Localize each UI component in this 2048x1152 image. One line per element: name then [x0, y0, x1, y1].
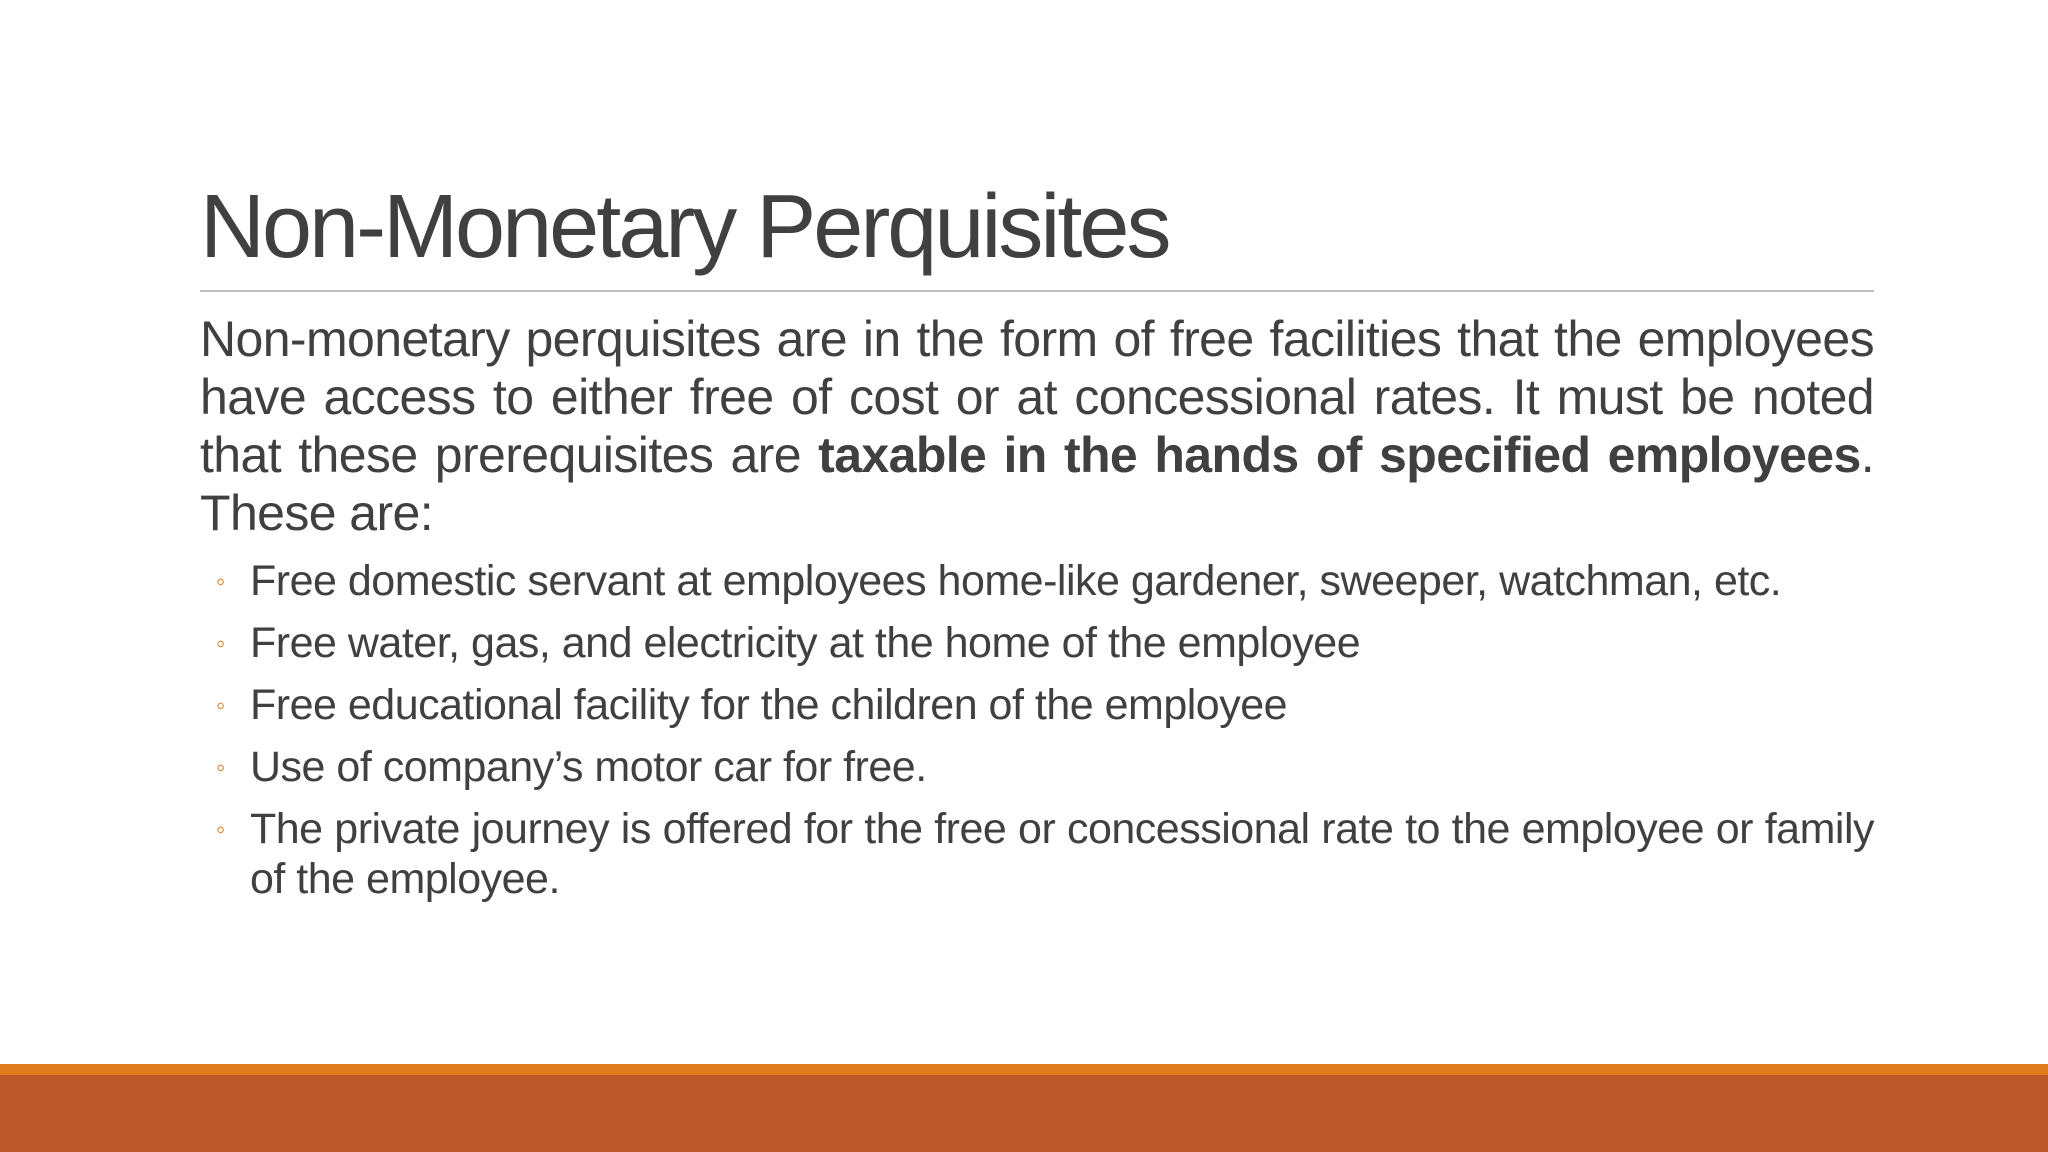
- list-item: [200, 742, 1874, 792]
- intro-lead: Non-monetary perquisites are in the form of free facilities that the employees have access to either free of cost or at concessional rates. It must be noted that these prerequisites are: [200, 311, 1874, 483]
- slide-title: Non-Monetary Perquisites: [200, 177, 1169, 277]
- footer-accent-stripe: [0, 1064, 2048, 1075]
- intro-emphasis: taxable in the hands of specified employees: [818, 427, 1861, 483]
- bullet-text: Free educational facility for the children of the employee: [250, 681, 1288, 729]
- bullet-text: Use of company’s motor car for free.: [250, 743, 927, 791]
- bullet-list: [200, 556, 1874, 904]
- intro-paragraph: [200, 310, 1874, 542]
- title-divider: [200, 290, 1874, 292]
- bullet-marker: ◦: [216, 690, 225, 720]
- bullet-marker: ◦: [216, 814, 225, 844]
- list-item: [200, 804, 1874, 904]
- list-item: [200, 556, 1874, 606]
- footer-bar: [0, 1075, 2048, 1152]
- bullet-text: Free water, gas, and electricity at the home of the employee: [250, 619, 1361, 667]
- list-item: [200, 680, 1874, 730]
- bullet-marker: ◦: [216, 628, 225, 658]
- slide-body: [200, 310, 1874, 916]
- bullet-text: The private journey is offered for the free or concessional rate to the employee or family of the employee.: [250, 805, 1874, 903]
- bullet-text: Free domestic servant at employees home-like gardener, sweeper, watchman, etc.: [250, 557, 1782, 605]
- list-item: [200, 618, 1874, 668]
- footer-band: [0, 1064, 2048, 1152]
- bullet-marker: ◦: [216, 566, 225, 596]
- intro-tail: . These are:: [200, 427, 1874, 541]
- bullet-marker: ◦: [216, 752, 225, 782]
